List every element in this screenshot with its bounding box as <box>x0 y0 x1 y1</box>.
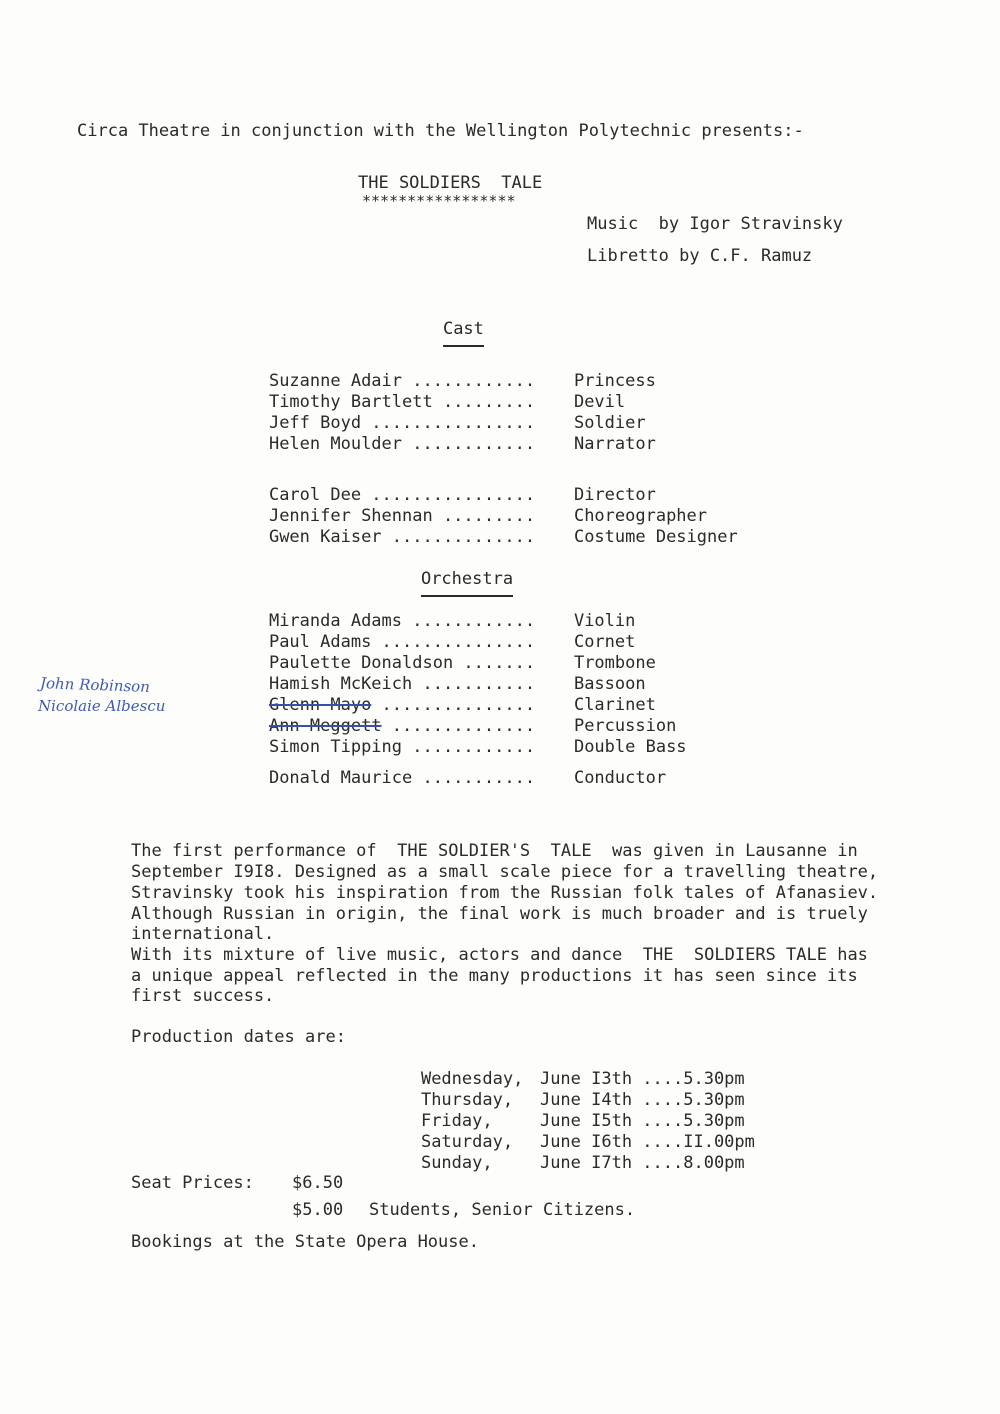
cast-row: Timothy Bartlett ......... Devil <box>268 392 626 412</box>
libretto-credit: Libretto by C.F. Ramuz <box>587 246 813 266</box>
cast-heading: Cast <box>402 299 484 367</box>
cast-row: Helen Moulder ............ Narrator <box>268 434 656 454</box>
standard-price: $6.50 <box>292 1173 344 1193</box>
presenter-line: Circa Theatre in conjunction with the Wellington Polytechnic presents:- <box>77 121 804 141</box>
conductor-row: Donald Maurice ........... Conductor <box>268 768 667 788</box>
description-line: a unique appeal reflected in the many productions it has seen since its <box>131 966 858 986</box>
date-row: Sunday, June I7th ....8.00pm <box>420 1153 745 1173</box>
orchestra-row: Miranda Adams ............ Violin <box>268 611 636 631</box>
crew-row: Carol Dee ................ Director <box>268 485 656 505</box>
description-line: first success. <box>131 986 275 1006</box>
description-line: The first performance of THE SOLDIER'S TALE was given in Lausanne in <box>131 841 858 861</box>
cast-row: Suzanne Adair ............ Princess <box>268 371 656 391</box>
date-row: Thursday, June I4th ....5.30pm <box>420 1090 745 1110</box>
date-row: Saturday, June I6th ....II.00pm <box>420 1132 755 1152</box>
description-line: September I9I8. Designed as a small scale piece for a travelling theatre, <box>131 862 879 882</box>
show-title: THE SOLDIERS TALE <box>358 173 543 193</box>
date-row: Friday, June I5th ....5.30pm <box>420 1111 745 1131</box>
description-line: Stravinsky took his inspiration from the Russian folk tales of Afanasiev. <box>131 883 879 903</box>
struck-name: Glenn Mayo <box>268 695 372 715</box>
title-stars: ***************** <box>362 192 516 210</box>
handwritten-note: Nicolaie Albescu <box>38 697 166 715</box>
crew-row: Jennifer Shennan ......... Choreographer <box>268 506 708 526</box>
bookings-line: Bookings at the State Opera House. <box>131 1232 479 1252</box>
date-row: Wednesday, June I3th ....5.30pm <box>420 1069 745 1089</box>
seat-prices-label: Seat Prices: <box>131 1173 254 1193</box>
orchestra-row: Hamish McKeich ........... Bassoon <box>268 674 646 694</box>
orchestra-row: Glenn Mayo ............... Clarinet <box>268 695 656 715</box>
handwritten-note: John Robinson <box>39 674 151 696</box>
struck-name: Ann Meggett <box>268 716 382 736</box>
orchestra-row: Simon Tipping ............ Double Bass <box>268 737 687 757</box>
orchestra-row: Paul Adams ............... Cornet <box>268 632 636 652</box>
orchestra-row: Paulette Donaldson ....... Trombone <box>268 653 656 673</box>
production-label: Production dates are: <box>131 1027 346 1047</box>
orchestra-heading: Orchestra <box>380 549 513 617</box>
concession-note: Students, Senior Citizens. <box>369 1200 636 1220</box>
cast-row: Jeff Boyd ................ Soldier <box>268 413 646 433</box>
description-line: With its mixture of live music, actors and dance THE SOLDIERS TALE has <box>131 945 868 965</box>
concession-price: $5.00 <box>292 1200 344 1220</box>
description-line: Although Russian in origin, the final work is much broader and is truely <box>131 904 868 924</box>
crew-row: Gwen Kaiser .............. Costume Designer <box>268 527 738 547</box>
description-line: international. <box>131 924 275 944</box>
music-credit: Music by Igor Stravinsky <box>587 214 843 234</box>
orchestra-row: Ann Meggett .............. Percussion <box>268 716 677 736</box>
